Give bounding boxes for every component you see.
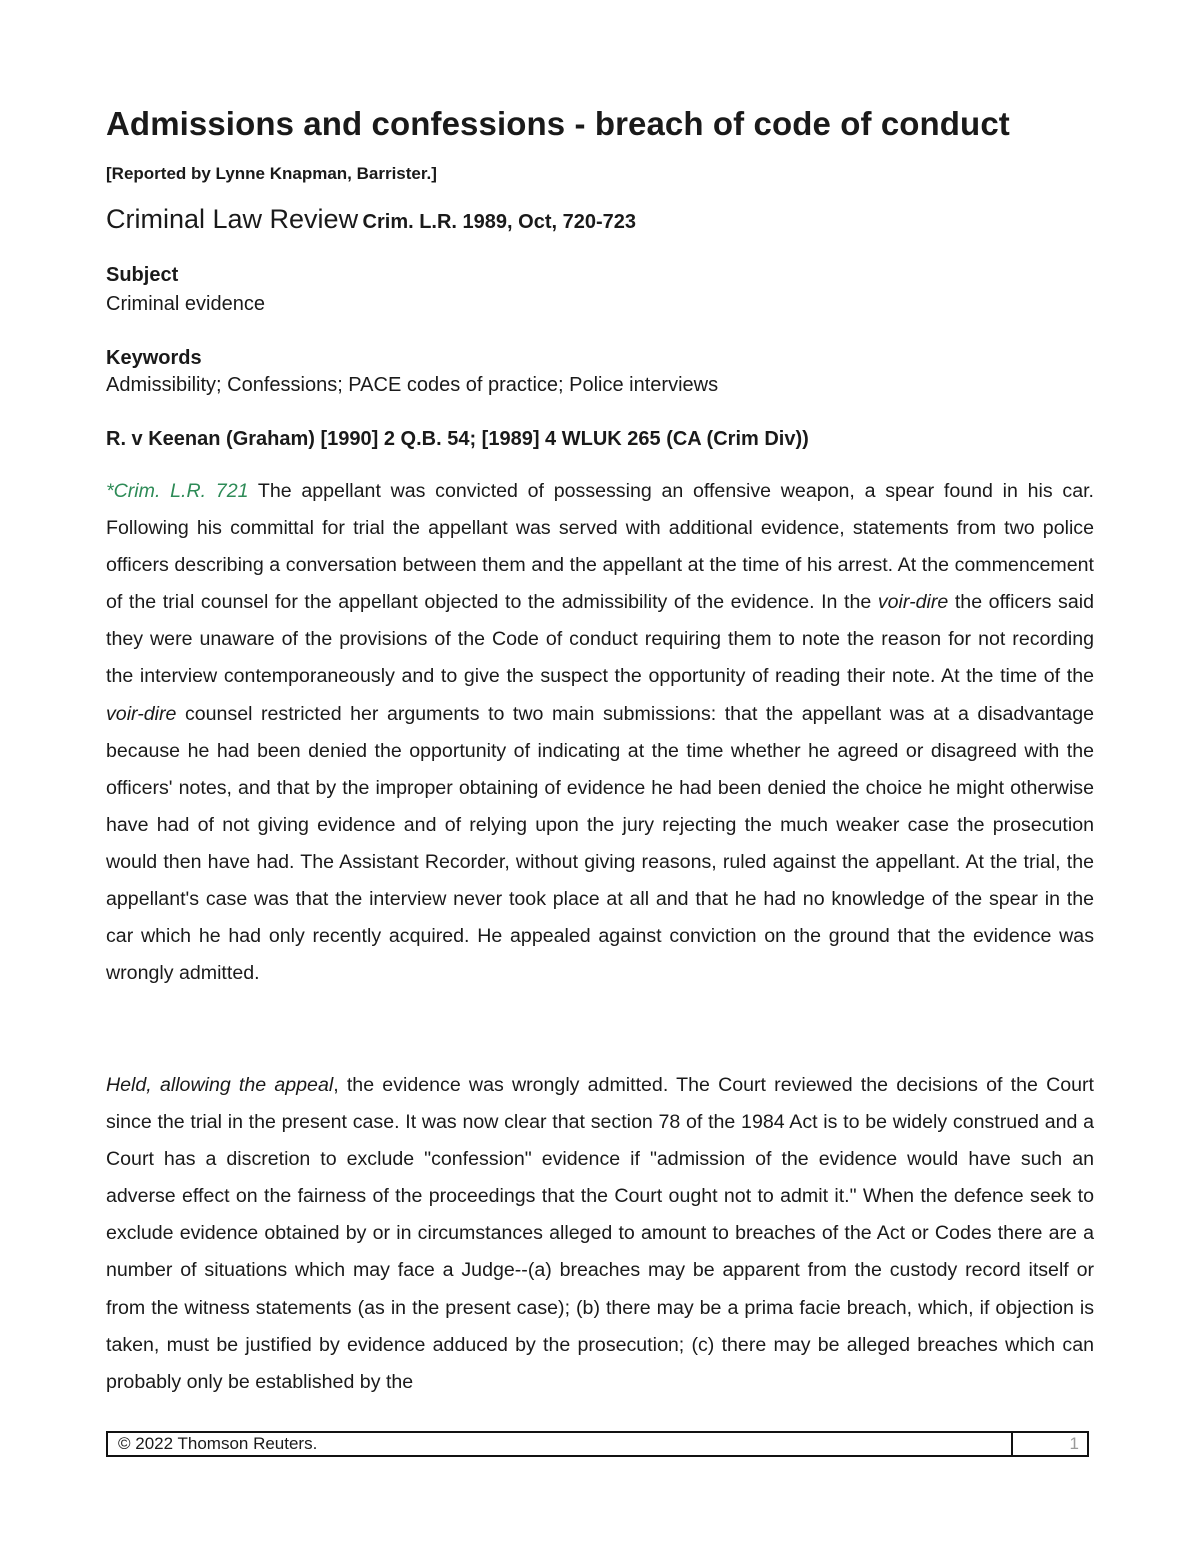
copyright-notice: © 2022 Thomson Reuters. — [118, 1434, 318, 1453]
subject-value: Criminal evidence — [106, 293, 265, 315]
summary-text-a: The appellant was convicted of possessing an offensive weapon, a spear found in his car. Following his committal for trial the appellant was served with additional evidence, statements from two police officers describing a conversation between them and the appellant at the time of his arrest. At the commencement of the trial counsel for the appellant objected to the admissibility of the evidence. In the — [106, 480, 1094, 614]
held-lead: Held, allowing the appeal — [106, 1074, 334, 1096]
page-number: 1 — [1011, 1433, 1087, 1455]
reporter-line: [Reported by Lynne Knapman, Barrister.] — [106, 164, 437, 183]
journal-name: Criminal Law Review — [106, 204, 359, 234]
voir-dire-term: voir-dire — [877, 591, 949, 614]
page-footer — [106, 1431, 1089, 1457]
summary-text-b: the officers said they were unaware of the provisions of the Code of conduct requiring them to note the reason for not recording the interview contemporaneously and to give the suspect the opportunity of reading their note. At the time of the — [106, 591, 1094, 688]
journal-line — [106, 204, 636, 235]
subject-heading: Subject — [106, 264, 179, 286]
page-reference-link[interactable]: *Crim. L.R. 721 — [106, 480, 249, 502]
keywords-heading: Keywords — [106, 347, 202, 369]
summary-text-c: counsel restricted her arguments to two main submissions: that the appellant was at a disadvantage because he had been denied the opportunity of indicating at the time whether he agreed or disagreed with the officers' notes, and that by the improper obtaining of evidence he had been denied the choice he might otherwise have had of not giving evidence and of relying upon the jury rejecting the much weaker case the prosecution would then have had. The Assistant Recorder, without giving reasons, ruled against the appellant. At the trial, the appellant's case was that the interview never took place at all and that he had no knowledge of the spear in the car which he had only recently acquired. He appealed against conviction on the ground that the evidence was wrongly admitted. — [106, 702, 1094, 985]
held-paragraph — [106, 1067, 1094, 1401]
journal-citation: Crim. L.R. 1989, Oct, 720-723 — [362, 211, 636, 233]
voir-dire-term: voir-dire — [106, 702, 177, 725]
summary-paragraph — [106, 473, 1094, 992]
held-text: , the evidence was wrongly admitted. The Court reviewed the decisions of the Court since the trial in the present case. It was now clear that section 78 of the 1984 Act is to be widely construed and a Court has a discretion to exclude "confession" evidence if "admission of the evidence would have such an adverse effect on the fairness of the proceedings that the Court ought not to admit it." When the defence seek to exclude evidence obtained by or in circumstances alleged to amount to breaches of the Act or Codes there are a number of situations which may face a Judge--(a) breaches may be apparent from the custody record itself or from the witness statements (as in the present case); (b) there may be a prima facie breach, which, if objection is taken, must be justified by evidence adduced by the prosecution; (c) there may be alleged breaches which can probably only be established by the — [106, 1074, 1094, 1393]
keywords-value: Admissibility; Confessions; PACE codes of practice; Police interviews — [106, 374, 719, 396]
case-title: R. v Keenan (Graham) [1990] 2 Q.B. 54; [1989] 4 WLUK 265 (CA (Crim Div)) — [106, 428, 809, 450]
document-title: Admissions and confessions - breach of code of conduct — [106, 105, 1010, 142]
